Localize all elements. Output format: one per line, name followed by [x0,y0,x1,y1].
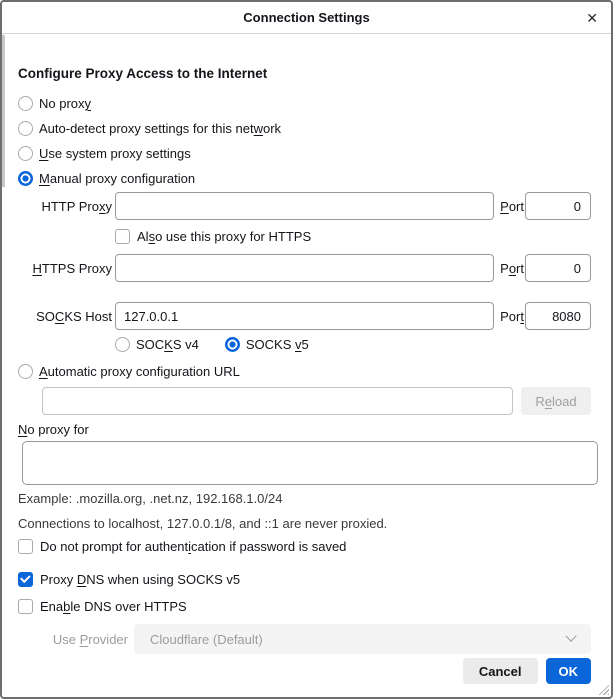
radio-auto-detect[interactable] [18,116,591,141]
socks-port-input[interactable] [525,302,591,330]
left-scrollbar-strip [2,35,5,187]
socks-host-input[interactable] [115,302,494,330]
https-proxy-label: HTTPS Proxy [32,260,112,276]
proxy-dns-checkbox-row[interactable] [18,567,591,591]
dialog-title: Connection Settings [243,10,370,25]
checkbox-label: Enable DNS over HTTPS [40,598,187,614]
radio-icon[interactable] [115,337,130,352]
http-proxy-label: HTTP Proxy [41,198,112,214]
no-proxy-example-text: Example: .mozilla.org, .net.nz, 192.168.1.0/24 [18,491,283,506]
also-https-checkbox-row[interactable] [18,224,591,248]
no-proxy-for-textarea[interactable] [22,441,598,485]
socks-host-label: SOCKS Host [36,308,112,324]
radio-system-proxy[interactable] [18,141,591,166]
radio-label: Auto-detect proxy settings for this network [39,121,282,136]
radio-label: Automatic proxy configuration URL [39,363,240,379]
enable-doh-checkbox-row[interactable] [18,594,591,618]
provider-dropdown[interactable] [134,624,591,654]
radio-icon-selected[interactable] [225,337,240,352]
cancel-button[interactable]: Cancel [463,658,538,684]
socks-v5-label[interactable]: SOCKS v5 [245,336,309,352]
radio-icon[interactable] [18,364,33,379]
https-proxy-input[interactable] [115,254,494,282]
no-prompt-auth-checkbox-row[interactable] [18,534,591,558]
socks-port-label: Port [500,308,524,324]
socks-host-row [18,302,591,330]
ok-button[interactable]: OK [546,658,592,684]
radio-manual-proxy[interactable] [18,166,591,191]
page-title: Configure Proxy Access to the Internet [18,66,268,81]
http-port-label: Port [500,198,524,214]
http-proxy-input[interactable] [115,192,494,220]
checkbox-icon[interactable] [18,539,33,554]
radio-icon[interactable] [18,146,33,161]
use-provider-label: Use Provider [52,631,128,647]
radio-icon[interactable] [18,121,33,136]
http-port-input[interactable] [525,192,591,220]
localhost-note-text: Connections to localhost, 127.0.0.1/8, and ::1 are never proxied. [18,516,388,531]
auto-config-url-input[interactable] [42,387,513,415]
no-proxy-for-label: No proxy for [18,422,89,437]
radio-label: No proxy [39,96,92,111]
auto-config-url-row [42,387,591,415]
https-port-input[interactable] [525,254,591,282]
radio-icon[interactable] [18,96,33,111]
reload-button[interactable]: Reload [521,387,591,415]
checkbox-label: Do not prompt for authentication if password is saved [40,538,347,554]
socks-version-radio-group [18,333,591,355]
radio-label: Manual proxy configuration [39,171,196,186]
checkbox-icon[interactable] [115,229,130,244]
dialog-titlebar [2,2,611,34]
dialog-footer [18,658,591,684]
checkbox-label: Also use this proxy for HTTPS [137,228,312,244]
https-port-label: Port [500,260,524,276]
radio-label: Use system proxy settings [39,146,191,161]
chevron-down-icon [565,631,576,642]
radio-auto-config-url[interactable] [18,359,591,383]
close-icon[interactable]: ✕ [586,9,598,26]
https-proxy-row [18,254,591,282]
radio-icon-selected[interactable] [18,171,33,186]
http-proxy-row [18,192,591,220]
checkbox-label: Proxy DNS when using SOCKS v5 [40,571,241,587]
provider-selected-value: Cloudflare (Default) [150,631,263,647]
checkbox-checked-icon[interactable] [18,572,33,587]
socks-v4-label[interactable]: SOCKS v4 [136,336,199,352]
doh-provider-row [18,624,591,654]
checkbox-icon[interactable] [18,599,33,614]
proxy-mode-radio-group [18,91,591,191]
radio-no-proxy[interactable] [18,91,591,116]
dialog-content [2,66,611,684]
